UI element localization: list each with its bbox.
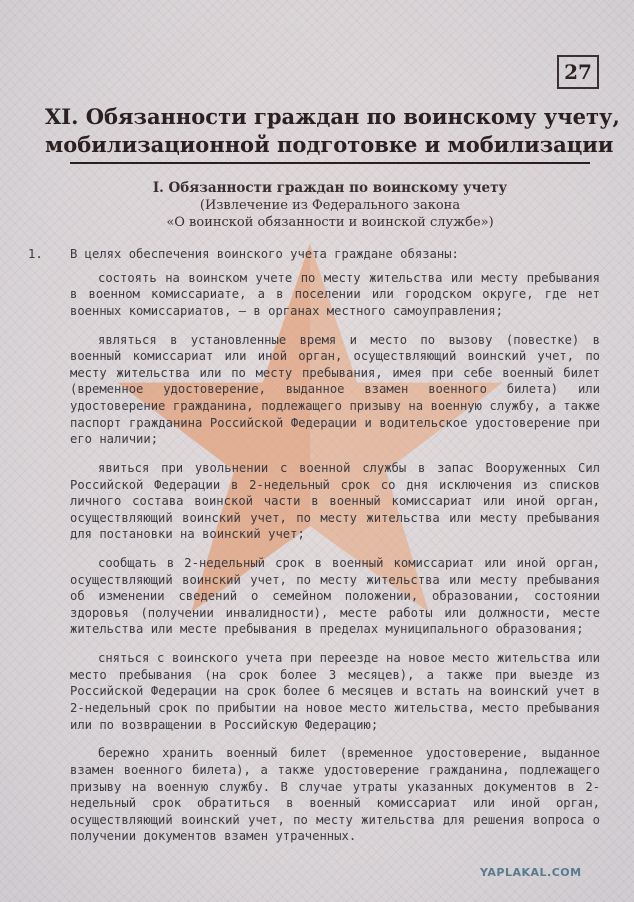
- obligation-clause: сообщать в 2-недельный срок в военный комиссариат или иной орган, осуществляющий воинский учет, по месту жительства или месту пребывания об изменении сведений о семейном положении, образовании, состоянии здоровья (получении инвалидности), месте работы или должности, месте жительства или месте пребывания в пределах муниципального образования;: [70, 556, 600, 637]
- item-heading: [28, 246, 600, 263]
- obligation-clause: явиться при увольнении с военной службы в запас Вооруженных Сил Российской Федерации в 2-недельный срок со дня исключения из списков личного состава воинской части в военный комиссариат или иной орган, осуществляющий воинский учет, по месту жительства или месту пребывания для постановки на воинский учет;: [70, 460, 600, 542]
- article-body: [28, 246, 600, 852]
- subsection-title: I. Обязанности граждан по воинскому учету: [152, 180, 508, 196]
- obligation-clause: являться в установленные время и место по вызову (повестке) в военный комиссариат или иной орган, осуществляющий воинский учет, по месту жительства или по месту пребывания, имея при себе военный билет (временное удостоверение, выданное взамен военного билета) или удостоверение гражданина, подлежащего призыву на военную службу, а также паспорт гражданина Российской Федерации и водительское удостоверение при его наличии;: [70, 332, 600, 447]
- title-underline: [70, 162, 590, 164]
- item-intro: В целях обеспечения воинского учета граждане обязаны:: [70, 247, 459, 261]
- item-number: 1.: [28, 247, 43, 261]
- obligation-clause: сняться с воинского учета при переезде на новое место жительства или место пребывания (на срок более 3 месяцев), а также при выезде из Российской Федерации на срок более 6 месяцев и встать на воинский учет в 2-недельный срок по прибытии на новое место жительства, место пребывания или по возвращении в Российскую Федерацию;: [70, 651, 600, 732]
- subsection-heading: [80, 180, 580, 231]
- obligation-clause: бережно хранить военный билет (временное удостоверение, выданное взамен военного билета), а также удостоверение гражданина, подлежащего призыву на военную службу. В случае утраты указанных документов в 2-недельный срок обратиться в военный комиссариат или иной орган, осуществляющий воинский учет, по месту жительства для решения вопроса о получении документов взамен утраченных.: [70, 746, 600, 844]
- site-watermark: YAPLAKAL.COM: [480, 866, 582, 879]
- section-title-line-1: XI. Обязанности граждан по воинскому учету,: [45, 104, 620, 129]
- page-number: 27: [557, 55, 599, 89]
- obligation-clause: состоять на воинском учете по месту жительства или месту пребывания в военном комиссариате, а в поселении или городском округе, где нет военных комиссариатов, — в органах местного самоуправления;: [70, 270, 600, 318]
- obligation-list: [70, 270, 600, 845]
- subsection-source-line-1: (Извлечение из Федерального закона: [199, 198, 461, 213]
- section-title-line-2: мобилизационной подготовке и мобилизации: [45, 132, 614, 157]
- section-title: [45, 103, 620, 159]
- subsection-source-line-2: «О воинской обязанности и воинской службе»): [166, 215, 494, 230]
